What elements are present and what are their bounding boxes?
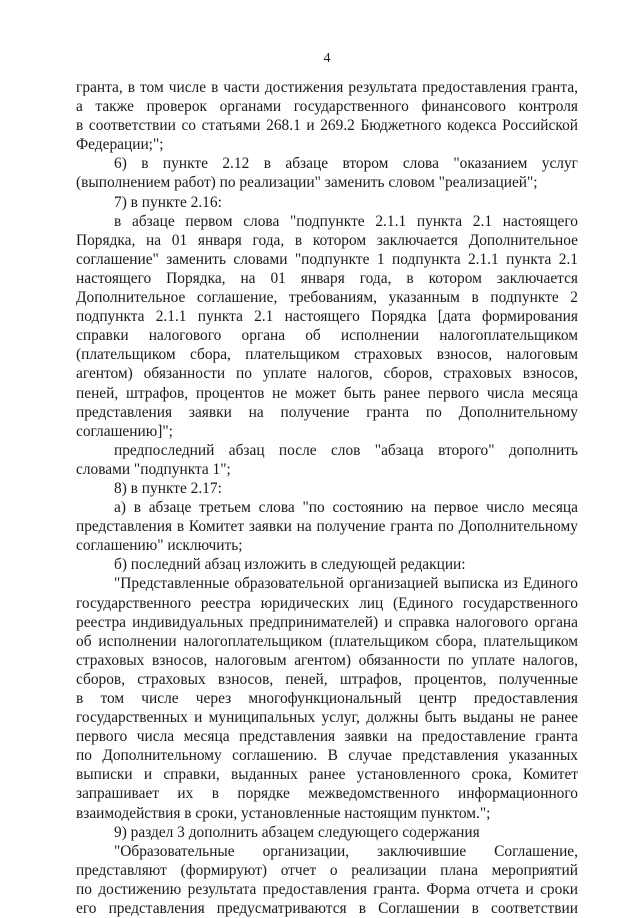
text-line: выписки и справки, выданных ранее установленного срока, Комитет xyxy=(76,766,578,784)
text-line: "Образовательные организации, заключившие Соглашение, xyxy=(114,842,578,860)
text-line: подпункта 2.1.1 пункта 2.1 настоящего Порядка [дата формирования xyxy=(76,308,578,326)
text-line: Порядка, на 01 января года, в котором заключается Дополнительное xyxy=(76,231,578,249)
paragraph xyxy=(76,441,578,479)
text-line: государственного реестра юридических лиц (Единого государственного xyxy=(76,594,578,612)
paragraph xyxy=(76,842,578,918)
text-line: в том числе через многофункциональный центр предоставления xyxy=(76,690,578,707)
document-page xyxy=(76,0,578,918)
text-line: пеней, штрафов, процентов не может быть ранее первого числа месяца xyxy=(76,384,578,402)
text-line: об исполнении налогоплательщиком (плательщиком сбора, плательщиком xyxy=(76,632,578,650)
text-line: 7) в пункте 2.16: xyxy=(114,193,222,211)
text-line: "Представленные образовательной организацией выписка из Единого xyxy=(114,575,578,593)
text-line: (выполнением работ) по реализации" заменить словом "реализацией"; xyxy=(76,174,538,192)
text-line: 9) раздел 3 дополнить абзацем следующего содержания xyxy=(114,823,480,841)
text-line: представления заявки на получение гранта по Дополнительному xyxy=(76,403,578,421)
text-line: первого числа месяца представления заявки на предоставление гранта xyxy=(76,728,578,746)
text-line: 6) в пункте 2.12 в абзаце втором слова "оказанием услуг xyxy=(114,155,578,173)
text-line: справки налогового органа об исполнении налогоплательщиком xyxy=(76,327,578,345)
text-line: представляют (формируют) отчет о реализации плана мероприятий xyxy=(76,861,578,879)
text-line: Дополнительное соглашение, требованиям, указанным в подпункте 2 xyxy=(76,289,578,307)
paragraph xyxy=(76,212,578,441)
paragraph xyxy=(76,78,578,154)
text-line: Федерации;"; xyxy=(76,136,164,154)
text-line: по Дополнительному соглашению. В случае представления указанных xyxy=(76,747,578,765)
paragraph xyxy=(76,555,578,574)
text-line: в абзаце первом слова "подпункте 2.1.1 пункта 2.1 настоящего xyxy=(114,212,578,230)
text-line: сборов, страховых взносов, пеней, штрафов, процентов, полученные xyxy=(76,670,578,688)
paragraph xyxy=(76,498,578,555)
text-line: государственных и муниципальных услуг, должны быть выданы не ранее xyxy=(76,709,578,727)
text-line: словами "подпункта 1"; xyxy=(76,460,231,478)
text-line: соглашение" заменить словами "подпункте 1 подпункта 2.1.1 пункта 2.1 xyxy=(76,250,578,268)
text-line: (плательщиком сбора, плательщиком страховых взносов, налоговым xyxy=(76,346,578,364)
paragraph xyxy=(76,823,578,842)
text-line: запрашивает их в порядке межведомственного информационного xyxy=(76,785,578,803)
text-line: гранта, в том числе в части достижения результата предоставления гранта, xyxy=(76,79,578,96)
text-line: предпоследний абзац после слов "абзаца второго" дополнить xyxy=(114,441,578,459)
page-number: 4 xyxy=(323,51,331,66)
paragraph xyxy=(76,154,578,192)
text-line: соглашению]"; xyxy=(76,422,173,440)
text-line: 8) в пункте 2.17: xyxy=(114,479,222,497)
text-line: а также проверок органами государственного финансового контроля xyxy=(76,98,578,116)
text-line: а) в абзаце третьем слова "по состоянию на первое число месяца xyxy=(114,499,578,517)
text-line: б) последний абзац изложить в следующей редакции: xyxy=(114,556,466,574)
text-line: представления в Комитет заявки на получение гранта по Дополнительному xyxy=(76,518,578,536)
text-line: агентом) обязанности по уплате налогов, сборов, страховых взносов, xyxy=(76,365,578,383)
text-line: его представления предусматриваются в Соглашении в соответствии xyxy=(76,900,578,918)
text-line: реестра индивидуальных предпринимателей) и справка налогового органа xyxy=(76,613,578,631)
text-line: по достижению результата предоставления гранта. Форма отчета и сроки xyxy=(76,880,578,898)
text-line: страховых взносов, налоговым агентом) обязанности по уплате налогов, xyxy=(76,651,578,669)
text-line: настоящего Порядка, на 01 января года, в котором заключается xyxy=(76,269,578,287)
paragraph xyxy=(76,193,578,212)
paragraph xyxy=(76,574,578,822)
text-line: в соответствии со статьями 268.1 и 269.2 Бюджетного кодекса Российской xyxy=(76,117,578,135)
text-line: соглашению" исключить; xyxy=(76,537,243,555)
paragraph xyxy=(76,479,578,498)
document-body xyxy=(76,78,578,918)
text-line: взаимодействия в сроки, установленные настоящим пунктом."; xyxy=(76,804,491,822)
